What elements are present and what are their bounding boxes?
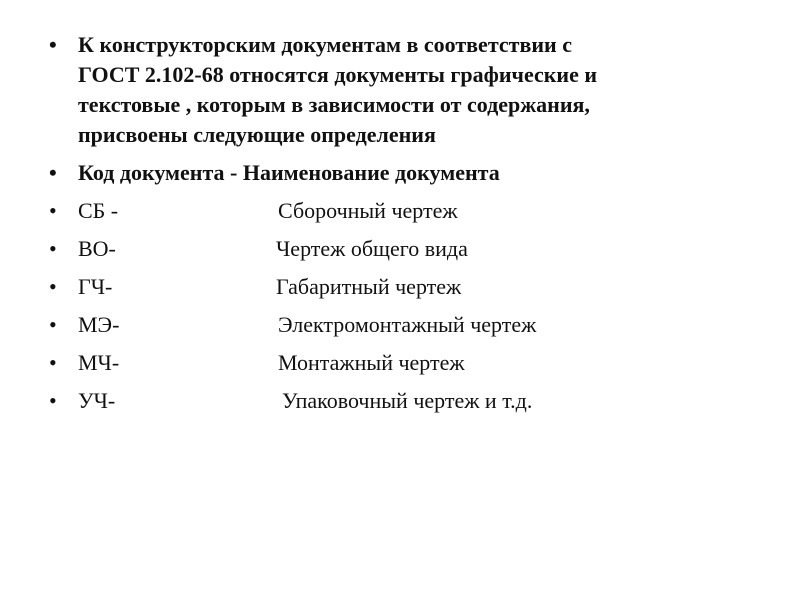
bullet-marker: • bbox=[49, 312, 57, 337]
document-name: Упаковочный чертеж и т.д. bbox=[282, 388, 533, 413]
header-text: Код документа - Наименование документа bbox=[78, 160, 500, 185]
bullet-marker: • bbox=[49, 32, 57, 57]
document-code: МЭ- bbox=[78, 312, 120, 337]
document-name: Монтажный чертеж bbox=[278, 350, 465, 375]
bullet-marker: • bbox=[49, 274, 57, 299]
bullet-marker: • bbox=[49, 350, 57, 375]
document-code: ВО- bbox=[78, 236, 116, 261]
intro-line-3: текстовые , которым в зависимости от содержания, bbox=[78, 92, 590, 117]
intro-line-2: ГОСТ 2.102-68 относятся документы графические и bbox=[78, 62, 598, 87]
intro-paragraph bbox=[0, 30, 800, 150]
bullet-list bbox=[0, 30, 800, 424]
document-item-sb bbox=[0, 196, 800, 226]
document-item-mch bbox=[0, 348, 800, 378]
document-name: Чертеж общего вида bbox=[276, 236, 468, 261]
document-code: МЧ- bbox=[78, 350, 120, 375]
bullet-marker: • bbox=[49, 160, 57, 185]
document-name: Электромонтажный чертеж bbox=[278, 312, 537, 337]
document-code: УЧ- bbox=[78, 388, 116, 413]
bullet-marker: • bbox=[49, 198, 57, 223]
intro-line-4: присвоены следующие определения bbox=[78, 122, 436, 147]
table-header bbox=[0, 158, 800, 188]
document-code: ГЧ- bbox=[78, 274, 113, 299]
intro-line-1: К конструкторским документам в соответствии с bbox=[78, 32, 572, 57]
document-item-gch bbox=[0, 272, 800, 302]
document-item-uch bbox=[0, 386, 800, 416]
document-item-me bbox=[0, 310, 800, 340]
document-name: Габаритный чертеж bbox=[276, 274, 462, 299]
bullet-marker: • bbox=[49, 236, 57, 261]
bullet-marker: • bbox=[49, 388, 57, 413]
document-name: Сборочный чертеж bbox=[278, 198, 458, 223]
document-item-vo bbox=[0, 234, 800, 264]
document-code: СБ - bbox=[78, 198, 119, 223]
